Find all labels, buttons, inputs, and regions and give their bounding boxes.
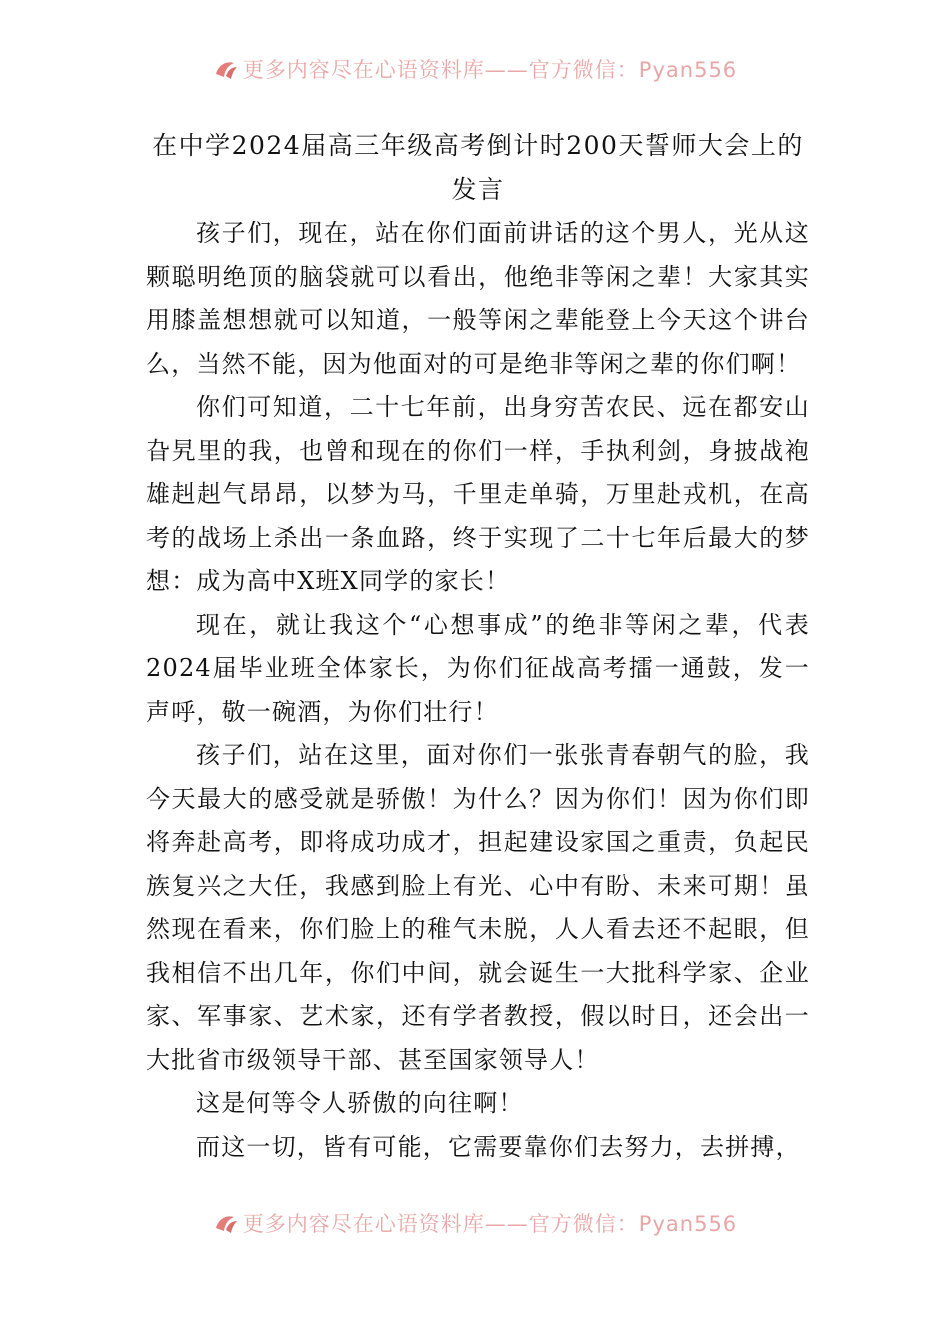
header-watermark: [0, 56, 950, 86]
paragraph: 而这一切，皆有可能，它需要靠你们去努力，去拼搏，: [196, 1132, 801, 1161]
watermark-text: 更多内容尽在心语资料库——官方微信：Pyan556: [242, 1212, 738, 1236]
document-title: 在中学2024届高三年级高考倒计时200天誓师大会上的发言: [152, 131, 804, 204]
paragraph: 这是何等令人骄傲的向往啊！: [196, 1089, 524, 1117]
paragraph: 孩子们，站在这里，面对你们一张张青春朝气的脸，我今天最大的感受就是骄傲！为什么？因为你们！因为你们即将奔赴高考，即将成功成才，担起建设家国之重责，负起民族复兴之大任，我感到脸上有光、心中有盼、未来可期！虽然现在看来，你们脸上的稚气未脱，人人看去还不起眼，但我相信不出几年，你们中间，就会诞生一大批科学家、企业家、军事家、艺术家，还有学者教授，假以时日，还会出一大批省市级领导干部、甚至国家领导人！: [146, 741, 810, 1074]
paragraph: 孩子们，现在，站在你们面前讲话的这个男人，光从这颗聪明绝顶的脑袋就可以看出，他绝非等闲之辈！大家其实用膝盖想想就可以知道，一般等闲之辈能登上今天这个讲台么，当然不能，因为他面对的可是绝非等闲之辈的你们啊！: [146, 219, 810, 378]
red-logo-icon: [213, 56, 239, 82]
paragraph: 现在，就让我这个“心想事成”的绝非等闲之辈，代表2024届毕业班全体家长，为你们征战高考擂一通鼓，发一声呼，敬一碗酒，为你们壮行！: [146, 610, 810, 726]
footer-watermark: [0, 1210, 950, 1240]
document-body: [146, 212, 810, 1169]
red-logo-icon: [213, 1210, 239, 1236]
watermark-text: 更多内容尽在心语资料库——官方微信：Pyan556: [242, 58, 738, 82]
paragraph: 你们可知道，二十七年前，出身穷苦农民、远在都安山旮旯里的我，也曾和现在的你们一样，手执利剑，身披战袍雄赳赳气昂昂，以梦为马，千里走单骑，万里赴戎机，在高考的战场上杀出一条血路，终于实现了二十七年后最大的梦想：成为高中X班X同学的家长！: [146, 393, 810, 595]
